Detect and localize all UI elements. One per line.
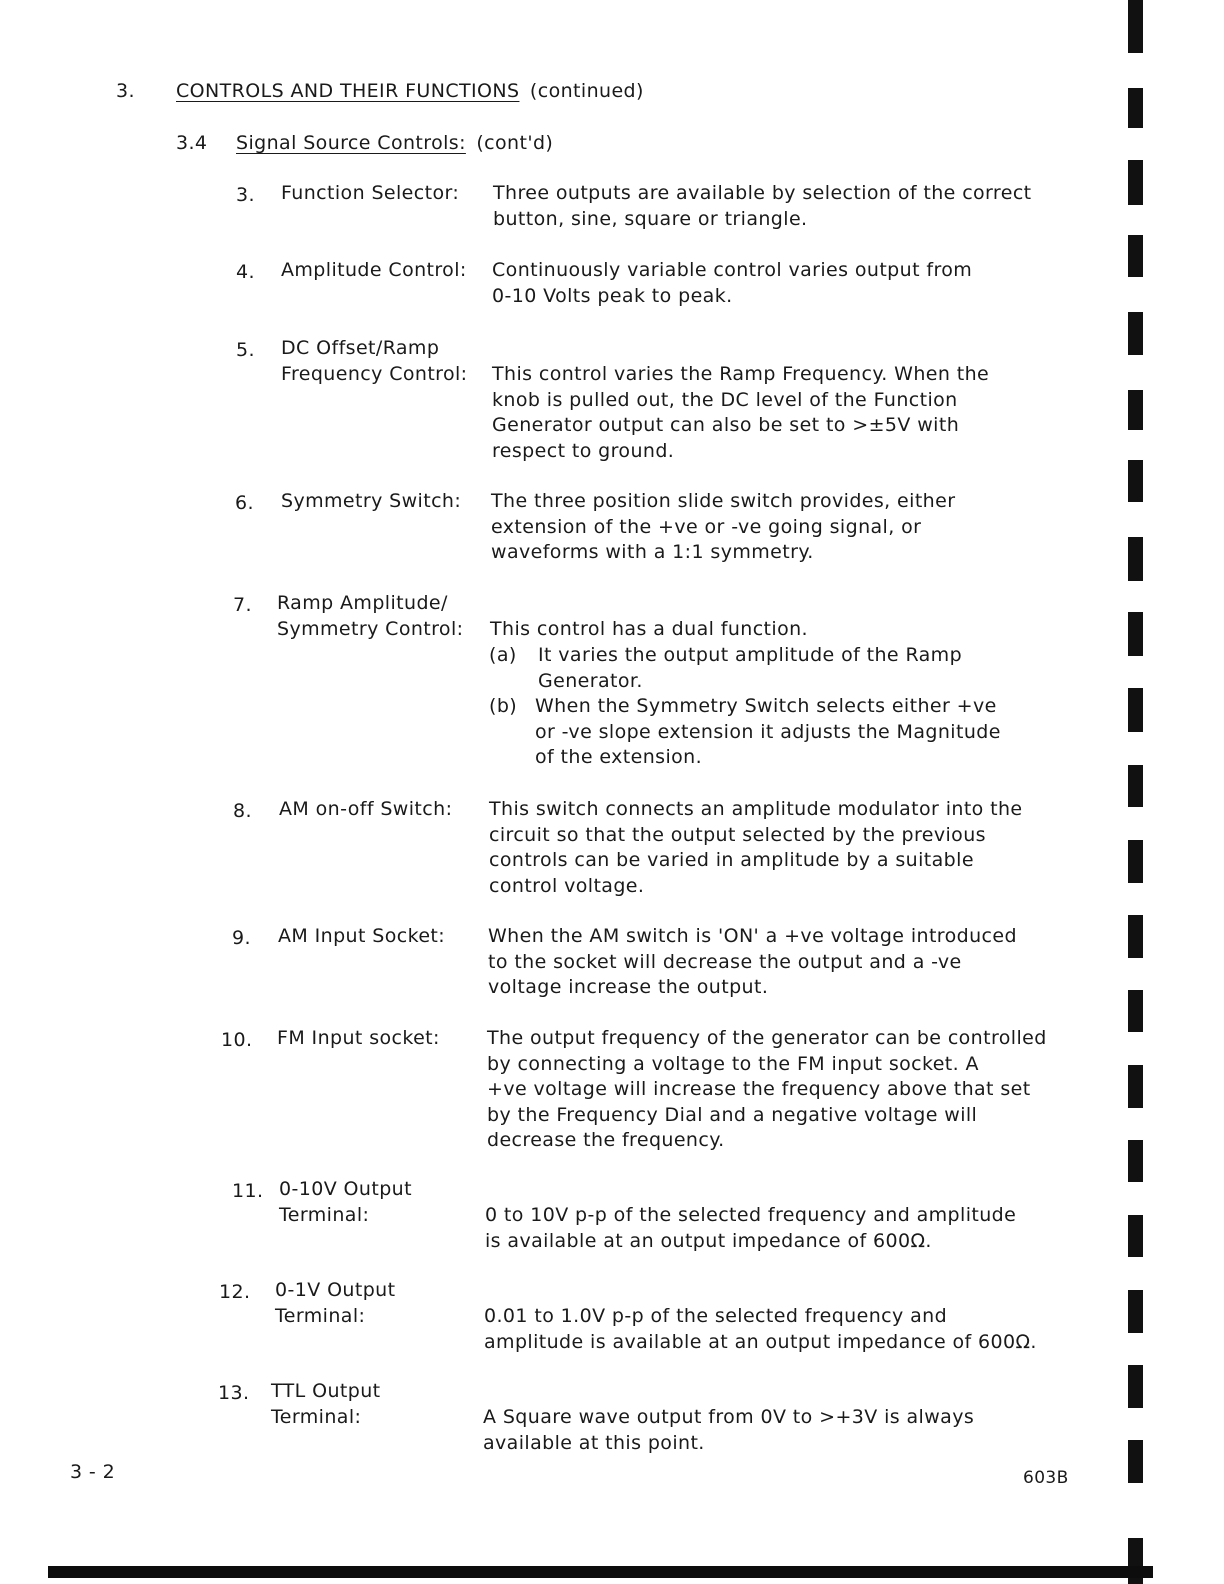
binding-mark xyxy=(1128,537,1143,581)
subsection-suffix: (cont'd) xyxy=(476,132,554,154)
label-line: Frequency Control: xyxy=(281,362,468,385)
item-description xyxy=(483,1405,974,1456)
subsection-number: 3.4 xyxy=(176,132,208,154)
desc-line: of the extension. xyxy=(535,746,703,768)
desc-line: controls can be varied in amplitude by a suitable xyxy=(489,849,974,871)
subitem-text xyxy=(535,694,1001,771)
desc-line: control voltage. xyxy=(489,874,645,897)
item-label xyxy=(281,489,461,515)
label-line: TTL Output xyxy=(271,1380,381,1402)
desc-line: This control varies the Ramp Frequency. When the xyxy=(492,363,990,385)
section-title: CONTROLS AND THEIR FUNCTIONS xyxy=(176,80,520,102)
item-label xyxy=(271,1379,381,1430)
desc-line: The output frequency of the generator can be controlled xyxy=(487,1027,1047,1049)
item-number: 10. xyxy=(221,1029,253,1051)
desc-line: by connecting a voltage to the FM input socket. A xyxy=(487,1052,979,1075)
item-description xyxy=(493,181,1032,232)
binding-mark xyxy=(1128,1365,1143,1408)
item-number: 5. xyxy=(236,339,255,361)
binding-mark xyxy=(1128,312,1143,355)
item-description xyxy=(492,362,989,464)
desc-line: by the Frequency Dial and a negative voltage will xyxy=(487,1103,978,1126)
item-description xyxy=(485,1203,1016,1254)
page-number: 3 - 2 xyxy=(70,1461,116,1483)
item-number: 6. xyxy=(235,492,254,514)
subsection-title: Signal Source Controls: xyxy=(236,132,466,154)
item-number: 12. xyxy=(219,1281,251,1303)
label-line: DC Offset/Ramp xyxy=(281,337,440,359)
desc-line: button, sine, square or triangle. xyxy=(493,207,808,230)
binding-mark xyxy=(1128,1140,1143,1182)
label-line: Symmetry Switch: xyxy=(281,490,462,512)
desc-line: available at this point. xyxy=(483,1431,705,1454)
item-number: 3. xyxy=(236,184,255,206)
desc-line: This control has a dual function. xyxy=(490,618,808,640)
item-label xyxy=(277,1026,440,1052)
item-number: 11. xyxy=(232,1180,264,1202)
label-line: AM on-off Switch: xyxy=(279,798,453,820)
item-label xyxy=(281,258,467,284)
desc-line: Three outputs are available by selection of the correct xyxy=(493,182,1032,204)
item-number: 4. xyxy=(236,261,255,283)
binding-mark xyxy=(1128,390,1143,430)
label-line: Symmetry Control: xyxy=(277,617,464,640)
desc-line: voltage increase the output. xyxy=(488,976,769,998)
label-line: Amplitude Control: xyxy=(281,259,467,281)
desc-line: respect to ground. xyxy=(492,439,675,462)
desc-line: When the AM switch is 'ON' a +ve voltage introduced xyxy=(488,925,1017,947)
item-label xyxy=(279,1177,412,1228)
desc-line: Generator output can also be set to >±5V with xyxy=(492,414,960,436)
binding-mark xyxy=(1128,688,1143,732)
desc-line: Continuously variable control varies output from xyxy=(492,259,973,281)
label-line: Terminal: xyxy=(279,1203,370,1226)
desc-line: A Square wave output from 0V to >+3V is always xyxy=(483,1406,975,1428)
item-description xyxy=(484,1304,1037,1355)
item-label xyxy=(277,591,463,642)
item-number: 7. xyxy=(233,594,252,616)
desc-line: Generator. xyxy=(538,669,643,692)
desc-line: decrease the frequency. xyxy=(487,1129,725,1151)
section-suffix: (continued) xyxy=(529,80,644,102)
binding-mark xyxy=(1128,88,1143,128)
desc-line: When the Symmetry Switch selects either +ve xyxy=(535,695,997,717)
item-description xyxy=(490,617,808,643)
label-line: Function Selector: xyxy=(281,182,460,204)
bottom-rule xyxy=(48,1566,1153,1578)
desc-line: amplitude is available at an output impedance of 600Ω. xyxy=(484,1330,1037,1353)
desc-line: The three position slide switch provides, either xyxy=(491,490,956,512)
binding-mark xyxy=(1128,160,1143,205)
section-heading xyxy=(176,80,644,102)
item-label xyxy=(281,336,467,387)
model-number: 603B xyxy=(1023,1468,1069,1488)
item-label xyxy=(278,924,445,950)
desc-line: knob is pulled out, the DC level of the Function xyxy=(492,388,958,411)
subitem-text xyxy=(538,643,962,694)
desc-line: circuit so that the output selected by the previous xyxy=(489,823,986,846)
desc-line: It varies the output amplitude of the Ramp xyxy=(538,644,963,666)
binding-mark xyxy=(1128,1065,1143,1108)
desc-line: is available at an output impedance of 600Ω. xyxy=(485,1229,932,1252)
desc-line: 0.01 to 1.0V p-p of the selected frequency and xyxy=(484,1305,948,1327)
label-line: FM Input socket: xyxy=(277,1027,440,1049)
item-label xyxy=(281,181,459,207)
binding-mark xyxy=(1128,1440,1143,1483)
label-line: Terminal: xyxy=(275,1304,366,1327)
item-description xyxy=(487,1026,1047,1154)
label-line: Ramp Amplitude/ xyxy=(277,592,448,614)
binding-mark xyxy=(1128,612,1143,656)
subitem-marker: (a) xyxy=(489,644,517,666)
binding-mark xyxy=(1128,840,1143,883)
binding-mark xyxy=(1128,765,1143,807)
label-line: AM Input Socket: xyxy=(278,925,446,947)
desc-line: to the socket will decrease the output and a -ve xyxy=(488,950,962,973)
binding-mark xyxy=(1128,1290,1143,1333)
desc-line: 0-10 Volts peak to peak. xyxy=(492,284,733,307)
binding-mark xyxy=(1128,990,1143,1032)
binding-mark xyxy=(1128,460,1143,502)
desc-line: +ve voltage will increase the frequency above that set xyxy=(487,1078,1031,1100)
item-description xyxy=(488,924,1017,1001)
binding-mark xyxy=(1128,0,1143,53)
binding-mark xyxy=(1128,235,1143,277)
item-label xyxy=(275,1278,395,1329)
label-line: 0-10V Output xyxy=(279,1178,412,1200)
desc-line: 0 to 10V p-p of the selected frequency and amplitude xyxy=(485,1204,1017,1226)
label-line: 0-1V Output xyxy=(275,1279,396,1301)
item-number: 8. xyxy=(233,800,252,822)
section-number: 3. xyxy=(116,80,135,102)
subitem-marker: (b) xyxy=(489,695,518,717)
binding-mark xyxy=(1128,1215,1143,1257)
desc-line: waveforms with a 1:1 symmetry. xyxy=(491,541,814,563)
subsection-heading xyxy=(236,132,553,154)
desc-line: or -ve slope extension it adjusts the Magnitude xyxy=(535,720,1001,743)
item-description xyxy=(491,489,955,566)
desc-line: extension of the +ve or -ve going signal, or xyxy=(491,515,922,538)
item-label xyxy=(279,797,452,823)
label-line: Terminal: xyxy=(271,1405,362,1428)
item-description xyxy=(489,797,1023,899)
binding-mark xyxy=(1128,915,1143,958)
item-number: 13. xyxy=(218,1382,250,1404)
item-description xyxy=(492,258,972,309)
item-number: 9. xyxy=(232,927,251,949)
desc-line: This switch connects an amplitude modulator into the xyxy=(489,798,1023,820)
